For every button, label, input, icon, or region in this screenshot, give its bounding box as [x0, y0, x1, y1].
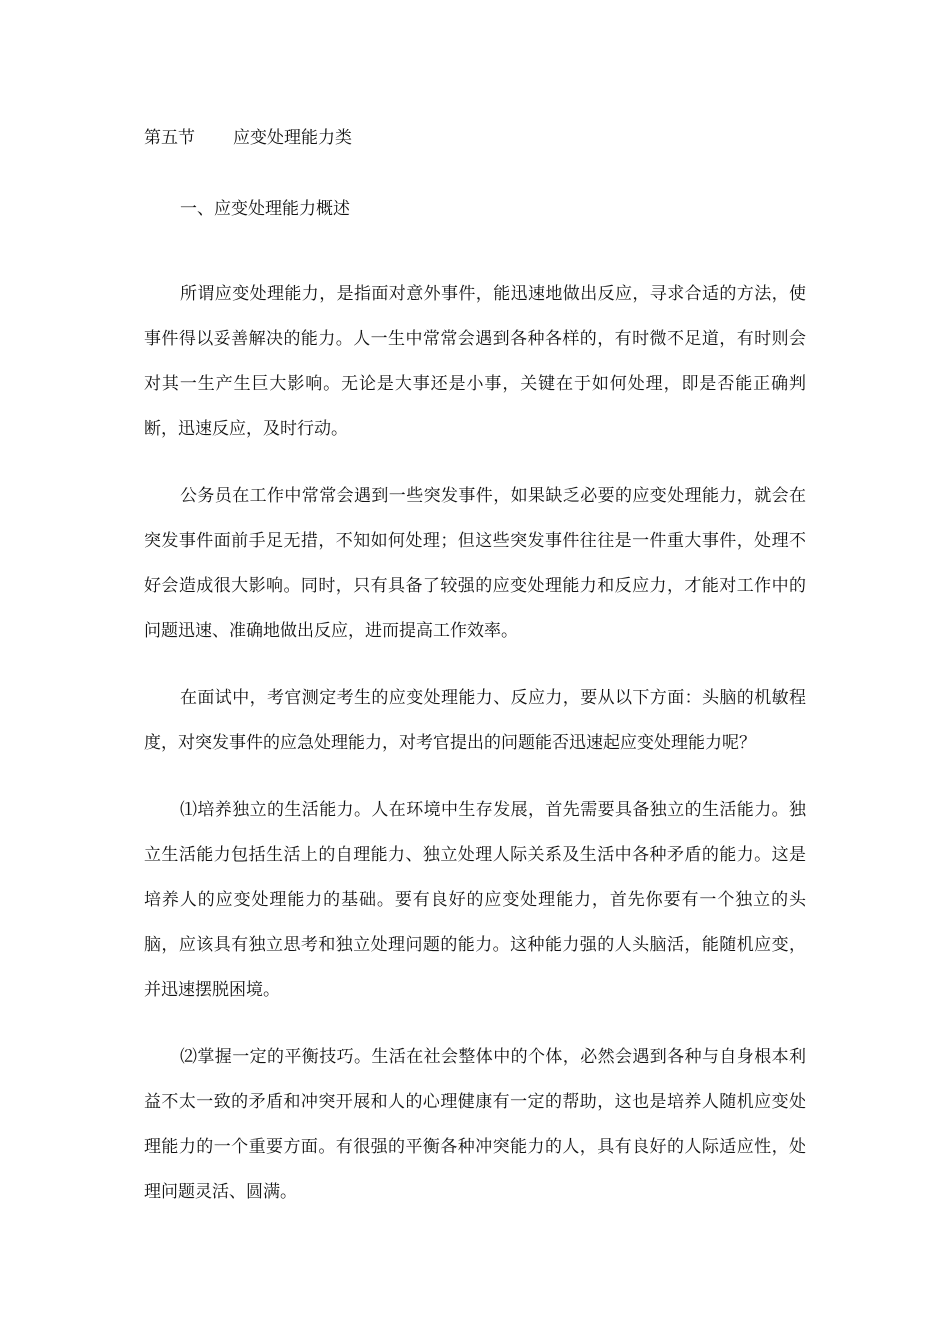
paragraph: ⑵掌握一定的平衡技巧。生活在社会整体中的个体，必然会遇到各种与自身根本利益不太一致的矛盾和冲突开展和人的心理健康有一定的帮助，这也是培养人随机应变处理能力的一个重要方面。有很强的平衡各种冲突能力的人，具有良好的人际适应性，处理问题灵活、圆满。: [144, 1047, 806, 1202]
paragraph: 公务员在工作中常常会遇到一些突发事件，如果缺乏必要的应变处理能力，就会在突发事件面前手足无措，不知如何处理；但这些突发事件往往是一件重大事件，处理不好会造成很大影响。同时，只有具备了较强的应变处理能力和反应力，才能对工作中的问题迅速、准确地做出反应，进而提高工作效率。: [144, 486, 806, 641]
section-title: [144, 126, 352, 150]
subheading: 一、应变处理能力概述: [180, 199, 350, 219]
paragraph: ⑴培养独立的生活能力。人在环境中生存发展，首先需要具备独立的生活能力。独立生活能力包括生活上的自理能力、独立处理人际关系及生活中各种矛盾的能力。这是培养人的应变处理能力的基础。要有良好的应变处理能力，首先你要有一个独立的头脑，应该具有独立思考和独立处理问题的能力。这种能力强的人头脑活，能随机应变，并迅速摆脱困境。: [144, 800, 806, 1000]
section-number: 第五节: [144, 128, 195, 148]
paragraph: 在面试中，考官测定考生的应变处理能力、反应力，要从以下方面：头脑的机敏程度，对突发事件的应急处理能力，对考官提出的问题能否迅速起应变处理能力呢？: [144, 688, 806, 753]
paragraph: 所谓应变处理能力，是指面对意外事件，能迅速地做出反应，寻求合适的方法，使事件得以妥善解决的能力。人一生中常常会遇到各种各样的，有时微不足道，有时则会对其一生产生巨大影响。无论是大事还是小事，关键在于如何处理，即是否能正确判断，迅速反应，及时行动。: [144, 284, 806, 439]
section-name: 应变处理能力类: [233, 128, 352, 148]
